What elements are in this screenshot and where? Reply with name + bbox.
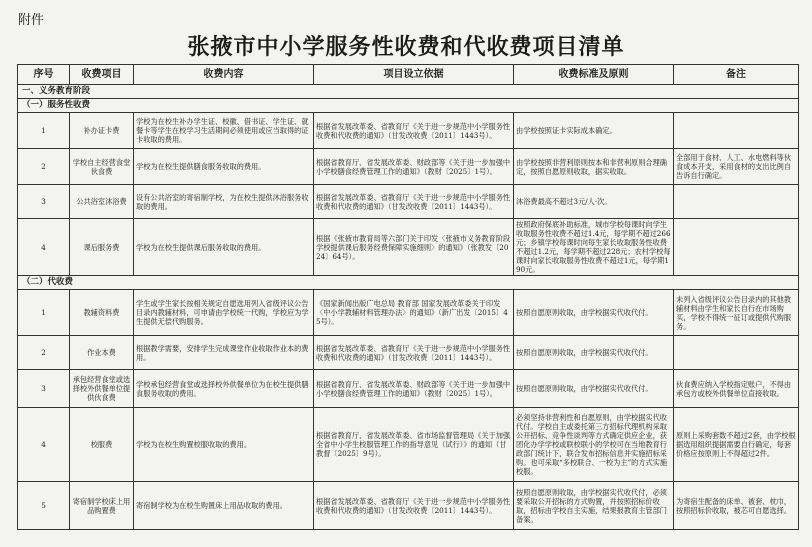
cell-standard: 由学校按照证卡实际成本确定。	[514, 113, 674, 149]
table-row	[18, 219, 799, 276]
cell-standard: 按照政府保底补助标准，城市学校每课时向学生收取服务性收费不超过1.4元，每学期不超过266元；乡镇学校每课时向每生家长收取服务性收费不超过1.2元，每学期不超过228元；农村学校每课时向家长收取服务性收费不超过1元，每学期190元。	[514, 219, 674, 276]
cell-standard: 由学校按照非营利原则按本和非营利原则合理确定，按照自愿原则收取，据实收取。	[514, 149, 674, 185]
cell-no: 2	[18, 149, 70, 185]
cell-basis: 根据省发展改革委、省教育厅《关于进一步规范中小学服务性收费和代收费的通知》（甘发改收费〔2011〕1443号）。	[314, 336, 514, 370]
cell-note	[674, 113, 799, 149]
table-row	[18, 149, 799, 185]
cell-note: 伙食费应纳入学校指定账户，不得由承包方或校外供餐单位直接收取。	[674, 370, 799, 408]
cell-content: 寄宿制学校为在校生购置床上用品收取的费用。	[134, 482, 314, 530]
table-row	[18, 185, 799, 219]
cell-content: 根据教学需要，安排学生完成课堂作业收取作业本的费用。	[134, 336, 314, 370]
table-header-row	[18, 65, 799, 85]
cell-no: 2	[18, 336, 70, 370]
cell-no: 3	[18, 370, 70, 408]
cell-item: 校服费	[70, 408, 134, 482]
cell-note	[674, 185, 799, 219]
cell-standard: 按照自愿原则收取，由学校据实代收代付。	[514, 336, 674, 370]
subsection-heading: （一）服务性收费	[18, 99, 799, 113]
cell-standard: 按照自愿原则收取，由学校据实代收代付，必须要采取公开招标的方式购置，并按照招标价收取，招标由学校自主实施，结果报教育主管部门备案。	[514, 482, 674, 530]
cell-basis: 根据省发展改革委、省教育厅《关于进一步规范中小学服务性收费和代收费的通知》（甘发改收费〔2011〕1443号）。	[314, 482, 514, 530]
cell-content: 学校为在校生提供课后服务收取的费用。	[134, 219, 314, 276]
table-row	[18, 482, 799, 530]
cell-no: 5	[18, 482, 70, 530]
cell-item: 课后服务费	[70, 219, 134, 276]
cell-content: 学校为在校生购置校服收取的费用。	[134, 408, 314, 482]
table-row	[18, 290, 799, 336]
table-row	[18, 336, 799, 370]
cell-item: 教辅资料费	[70, 290, 134, 336]
table-row	[18, 408, 799, 482]
cell-no: 4	[18, 408, 70, 482]
cell-item: 承包经营食堂或选择校外供餐单位提供伙食费	[70, 370, 134, 408]
subsection-row	[18, 276, 799, 290]
cell-basis: 根据《张掖市教育局等六部门关于印发〈张掖市义务教育阶段学校提供课后服务经费保障实施细则〉的通知》（张教发〔2024〕64号）。	[314, 219, 514, 276]
cell-no: 3	[18, 185, 70, 219]
table-row	[18, 370, 799, 408]
cell-content: 学校为在校生补办学生证、校徽、借书证、学生证、就餐卡等学生在校学习生活期间必须使用或应当取得的证卡收取的费用。	[134, 113, 314, 149]
cell-standard: 必须坚持非营利性和自愿原则，由学校据实代收代付。学校自主或委托第三方招标代理机构采取公开招标、竞争性谈判等方式确定供应企业，获团化办学学校或联校联小的学校可在当地教育行政部门统计下，联合发布招标信息并实施招标采购。也可采取“多校联合、一校为主”的方式实施校服。	[514, 408, 674, 482]
cell-basis: 根据省教育厅、省发展改革委、财政部等《关于进一步加强中小学校膳食经费管理工作的通知》（教财〔2025〕1号）。	[314, 149, 514, 185]
cell-item: 寄宿制学校床上用品购置费	[70, 482, 134, 530]
cell-no: 1	[18, 113, 70, 149]
cell-content: 学校为在校生提供膳食服务收取的费用。	[134, 149, 314, 185]
cell-basis: 根据省发展改革委、省教育厅《关于进一步规范中小学服务性收费和代收费的通知》（甘发改收费〔2011〕1443号）。	[314, 113, 514, 149]
cell-no: 1	[18, 290, 70, 336]
cell-item: 作业本费	[70, 336, 134, 370]
attachment-label: 附件	[18, 13, 45, 28]
cell-note: 全部用于食材、人工、水电燃料等伙食成本开支，采用食材的支出比例自告诉自行确定。	[674, 149, 799, 185]
cell-no: 4	[18, 219, 70, 276]
table-row	[18, 113, 799, 149]
cell-note	[674, 219, 799, 276]
header-cell: 序号	[18, 65, 70, 85]
cell-content: 设有公共浴室的寄宿制学校，为在校生提供沐浴服务收取的费用。	[134, 185, 314, 219]
subsection-heading: （二）代收费	[18, 276, 799, 290]
cell-basis: 根据省教育厅、省发展改革委、财政部等《关于进一步加强中小学校膳食经费管理工作的通知》（教财〔2025〕1号）。	[314, 370, 514, 408]
section-row	[18, 85, 799, 99]
header-cell: 收费内容	[134, 65, 314, 85]
fee-table	[17, 64, 799, 530]
header-cell: 收费项目	[70, 65, 134, 85]
cell-basis: 《国家新闻出版广电总局 教育部 国家发展改革委关于印发〈中小学教辅材料管理办法〉的通知》（新广出发〔2015〕45号）。	[314, 290, 514, 336]
cell-item: 学校自主经营食堂伙食费	[70, 149, 134, 185]
cell-note: 原则上采购套数不超过2套，由学校根据选用组织提据需要自行确定，每套价格应按原则上不得超过2件。	[674, 408, 799, 482]
cell-content: 学生或学生家长按相关规定自愿选用列入省级评议公告目录内教辅材料，可申请由学校统一代购，学校应为学生提供无偿代购服务。	[134, 290, 314, 336]
header-cell: 收费标准及原则	[514, 65, 674, 85]
header-cell: 项目设立依据	[314, 65, 514, 85]
cell-standard: 按照自愿原则收取，由学校据实代收代付。	[514, 290, 674, 336]
cell-note: 为寄宿生配备的床单、被套、枕巾，按照招标价收取，被芯可自愿选择。	[674, 482, 799, 530]
cell-basis: 根据省发展改革委、省教育厅《关于进一步规范中小学服务性收费和代收费的通知》（甘发改收费〔2011〕1443号）。	[314, 185, 514, 219]
header-cell: 备注	[674, 65, 799, 85]
section-heading: 一、义务教育阶段	[18, 85, 799, 99]
cell-note	[674, 336, 799, 370]
cell-item: 公共浴室沐浴费	[70, 185, 134, 219]
cell-standard: 按照自愿原则收取，由学校据实代收代付。	[514, 370, 674, 408]
document-title: 张掖市中小学服务性收费和代收费项目清单	[187, 35, 625, 60]
cell-note: 未列入省级评议公告目录内的其他教辅材料由学生和家长自行在市场购买，学校不得统一征订或提供代购服务。	[674, 290, 799, 336]
cell-item: 补办证卡费	[70, 113, 134, 149]
cell-standard: 沐浴费最高不超过3元/人·次。	[514, 185, 674, 219]
cell-basis: 根据省教育厅、省发展改革委、省市场监督管理局《关于加强全省中小学生校服管理工作的指导意见（试行）》的通知（甘教督〔2025〕9号）。	[314, 408, 514, 482]
subsection-row	[18, 99, 799, 113]
cell-content: 学校承包经营食堂或选择校外供餐单位为在校生提供膳食服务收取的费用。	[134, 370, 314, 408]
